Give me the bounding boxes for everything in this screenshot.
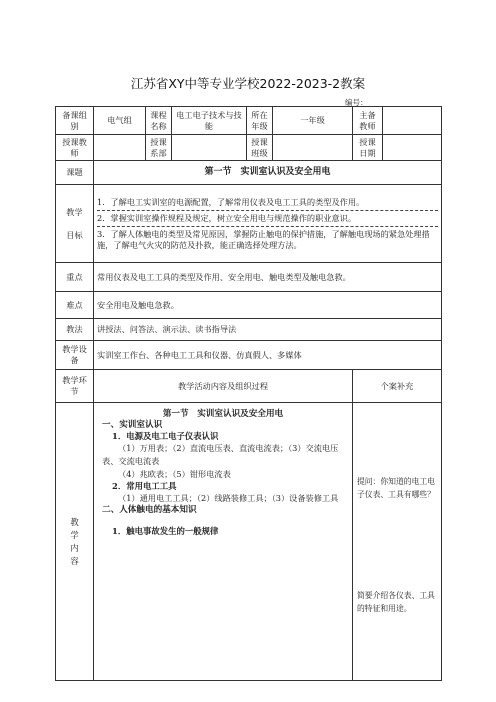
difficult-value: 安全用电及触电急救。 [94, 292, 442, 319]
content-side [353, 403, 442, 681]
class-label: 授课班级 [247, 135, 273, 161]
process-header-main: 教学活动内容及组织过程 [94, 370, 353, 403]
dept-label: 授课系部 [146, 135, 172, 161]
class-value [273, 135, 353, 161]
side-note-question: 提问：你知道的电工电子仪表、工具有哪些？ [357, 477, 435, 499]
lead-teacher-value [383, 107, 442, 135]
key-points-value: 常用仪表及电工工具的类型及作用、安全用电、触电类型及触电急救。 [94, 263, 442, 292]
content-label-char: 学 [70, 529, 79, 540]
course-label: 课程名称 [146, 107, 172, 135]
page-title: 江苏省XY中等专业学校2022-2023-2教案 [130, 76, 366, 91]
content-label [56, 403, 94, 681]
lead-teacher-label: 主备教师 [353, 107, 383, 135]
instruments-list-1: （1）万用表；（2）直流电压表、直流电流表；（3）交流电压表、交流电流表 [102, 443, 339, 466]
key-points-label: 重点 [56, 263, 94, 292]
teacher-value [94, 135, 146, 161]
dept-value [172, 135, 247, 161]
instruments-list-2: （4）兆欧表；（5）钳形电流表 [118, 469, 231, 479]
subheading-tools: 2．常用电工工具 [112, 481, 177, 491]
group-label: 备课组别 [56, 107, 94, 135]
course-value: 电工电子技术与技能 [172, 107, 247, 135]
equipment-value: 实训室工作台、各种电工工具和仪器、仿真假人、多媒体 [94, 341, 442, 370]
teacher-label: 授课教师 [56, 135, 94, 161]
objectives-list [94, 185, 442, 263]
grade-value: 一年级 [273, 107, 353, 135]
heading-lab-intro: 一、实训室认识 [102, 420, 163, 430]
topic-label: 课题 [56, 161, 94, 185]
content-label-char: 容 [70, 555, 79, 566]
methods-label: 教法 [56, 319, 94, 341]
date-label: 授课日期 [353, 135, 383, 161]
objectives-label-line-2: 目标 [66, 229, 83, 240]
objective-item: 1．了解电工实训室的电源配置，了解常用仪表及电工工具的类型及作用。 [97, 195, 438, 211]
objectives-label-line-1: 教学 [66, 206, 83, 217]
methods-value: 讲授法、问答法、演示法、读书指导法 [94, 319, 442, 341]
grade-label: 所在年级 [247, 107, 273, 135]
topic-value: 第一节 实训室认识及安全用电 [94, 161, 442, 185]
equipment-label: 教学设备 [56, 341, 94, 370]
objective-item: 2．掌握实训室操作规程及规定，树立安全用电与规范操作的职业意识。 [97, 211, 438, 227]
date-value [383, 135, 442, 161]
tools-list: （1）通用电工工具；（2）线路装修工具；（3）设备装修工具 [118, 493, 339, 503]
group-value: 电气组 [94, 107, 146, 135]
process-header-side: 个案补充 [353, 370, 442, 403]
objective-item: 3．了解人体触电的类型及常见原因，掌握防止触电的保护措施，了解触电现场的紧急处理措施，了解电气火灾的防范及扑救，能正确选择处理方法。 [97, 228, 430, 250]
content-label-char: 教 [70, 516, 79, 527]
subheading-accident-patterns: 1．触电事故发生的一般规律 [112, 526, 219, 536]
process-label: 教学环节 [56, 370, 94, 403]
subheading-instruments: 1．电源及电工电子仪表认识 [112, 431, 219, 441]
difficult-label: 难点 [56, 292, 94, 319]
side-note-intro: 简要介绍各仪表、工具的特征和用途。 [357, 591, 435, 613]
heading-electric-shock: 二、人体触电的基本知识 [102, 505, 197, 515]
content-main [94, 403, 353, 681]
content-label-char: 内 [70, 542, 79, 553]
objectives-label [56, 185, 94, 263]
lesson-plan-table [55, 106, 441, 681]
serial-number-label: 编号： [345, 98, 368, 107]
section-title: 第一节 实训室认识及安全用电 [162, 409, 284, 419]
